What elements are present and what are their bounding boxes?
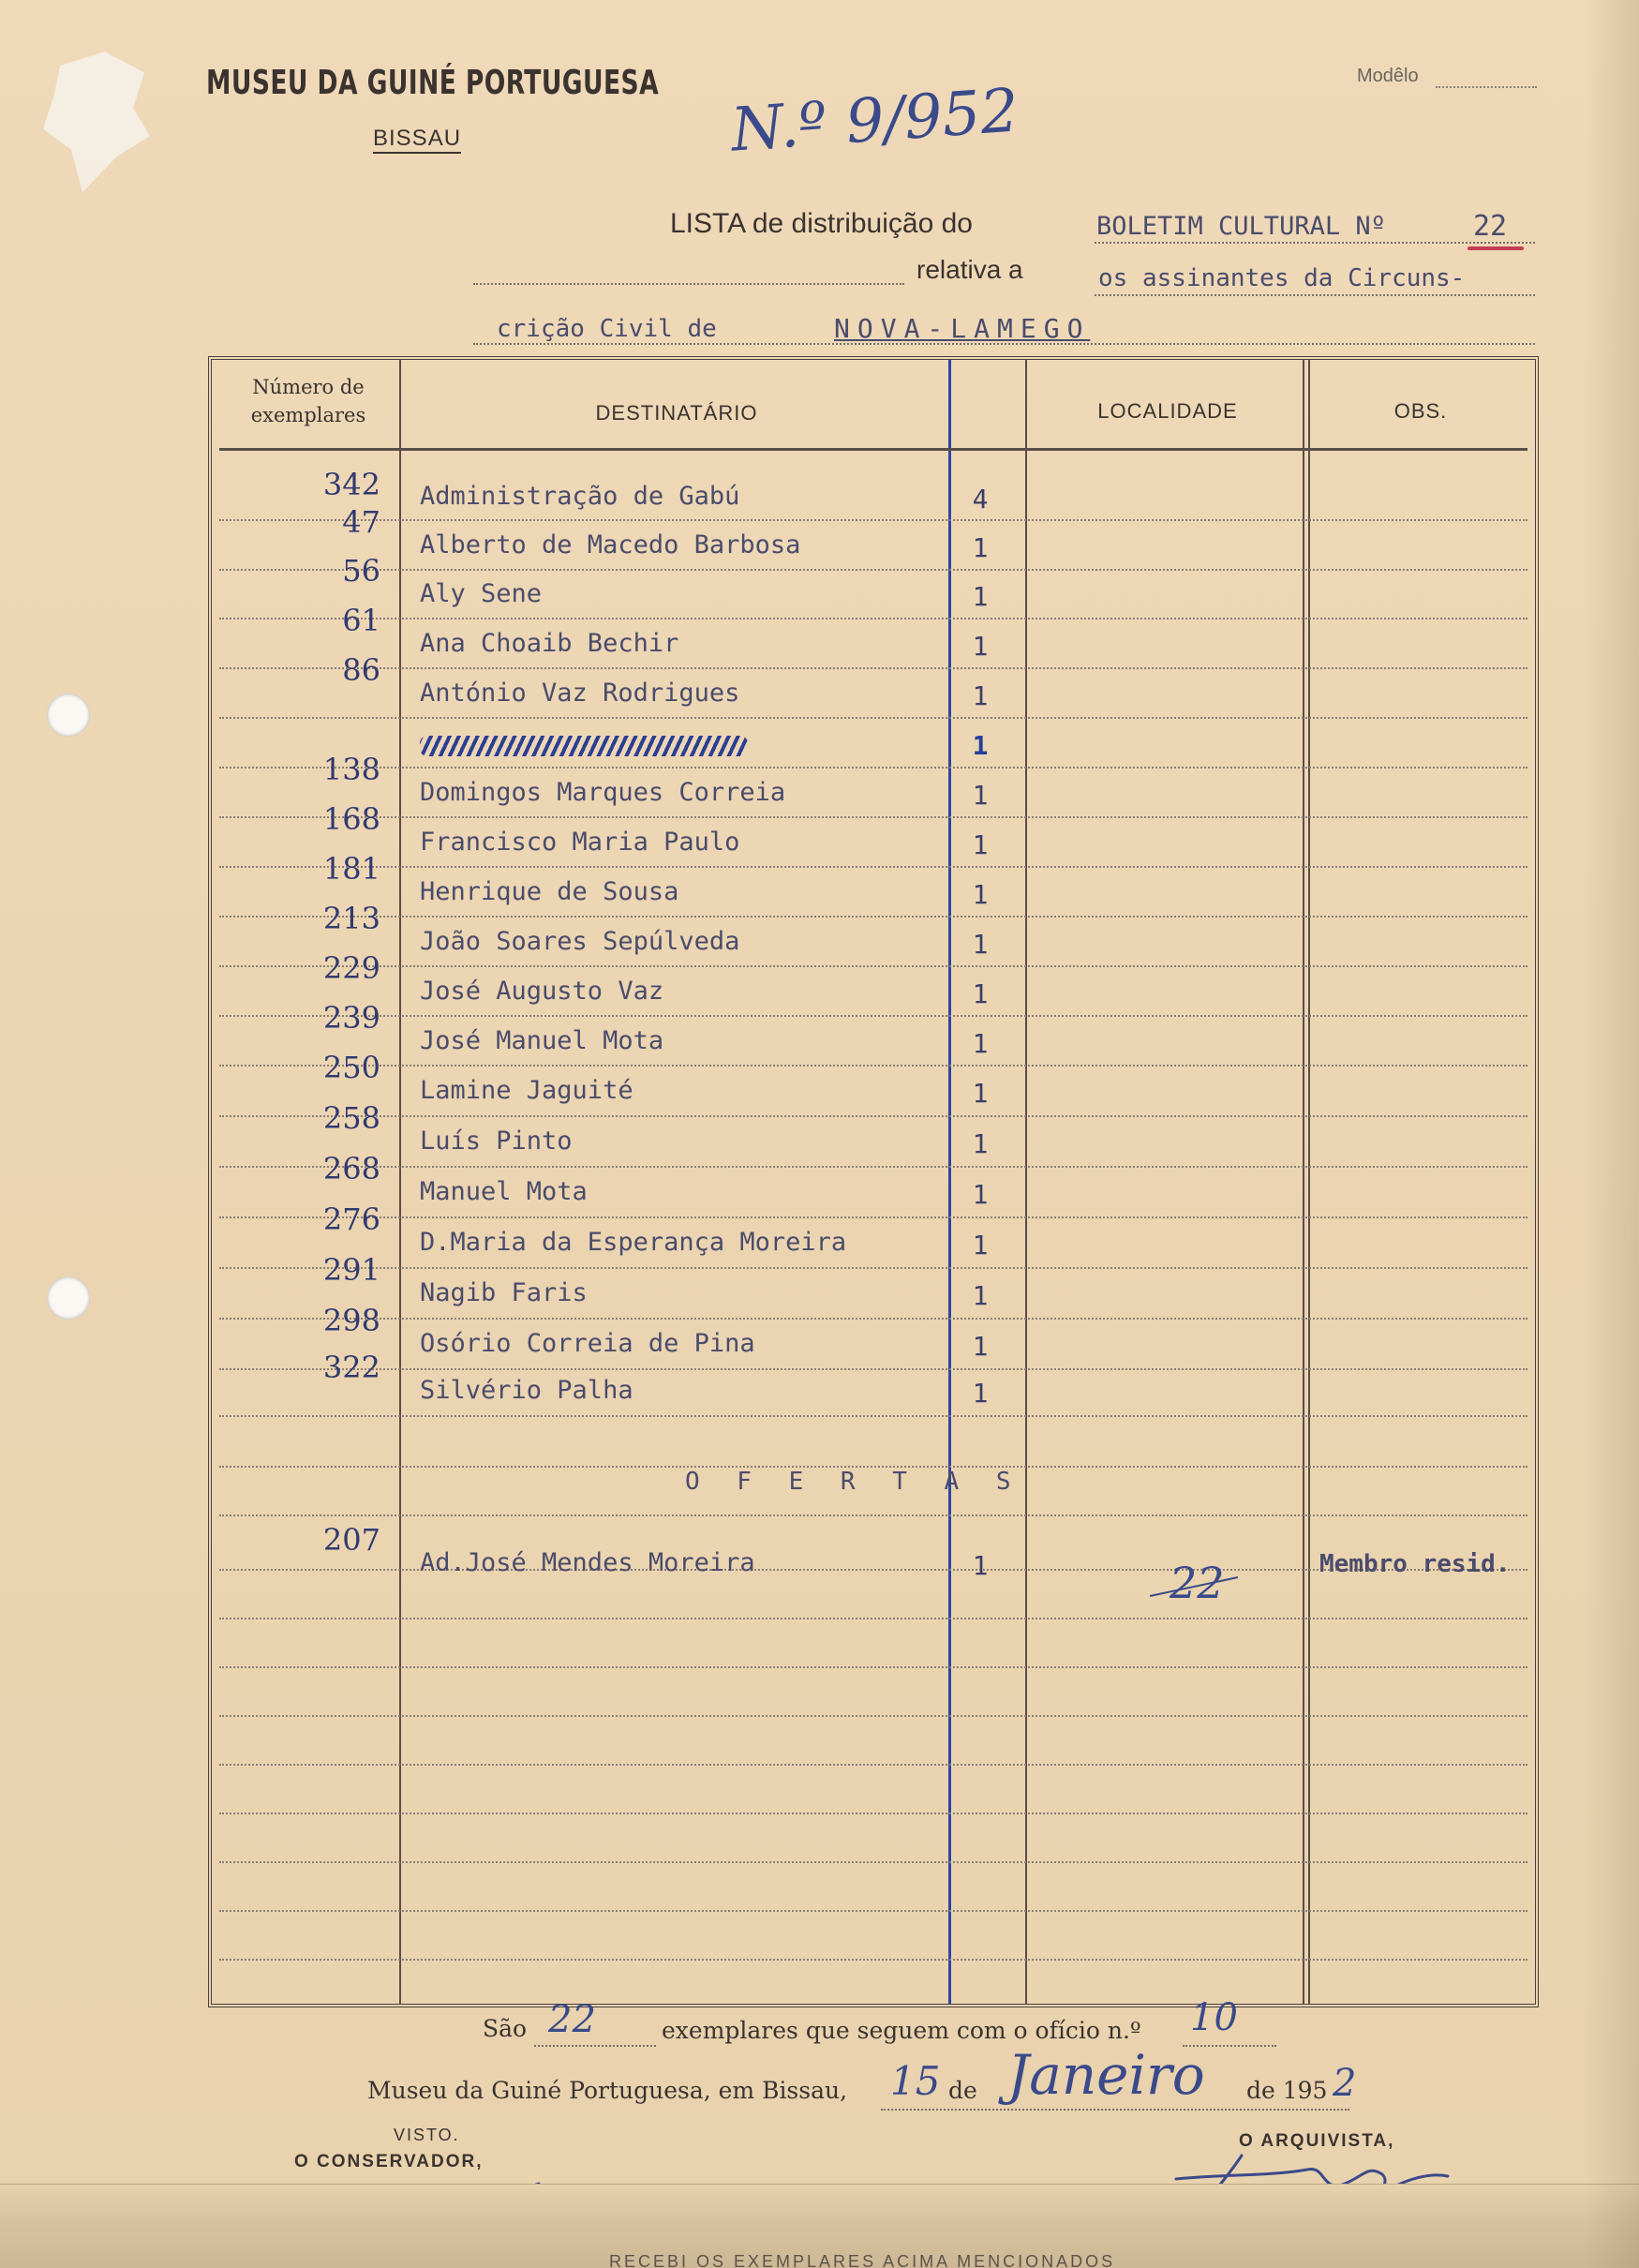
relativa-label: relativa a <box>916 255 1023 284</box>
ruled-line <box>219 1813 1527 1814</box>
row-qty: 1 <box>972 581 989 612</box>
ruled-line <box>219 1618 1527 1619</box>
row-name: Henrique de Sousa <box>420 877 679 906</box>
row-name: Ad.José Mendes Moreira <box>420 1548 755 1577</box>
circunscricao-value: crição Civil de <box>497 315 717 343</box>
torn-corner <box>37 52 150 192</box>
row-qty: 1 <box>972 929 989 960</box>
sao-label: São <box>483 2015 528 2042</box>
page-edge <box>1583 0 1639 2268</box>
table-row <box>212 553 1542 628</box>
conservador-label: O CONSERVADOR, <box>294 2152 484 2171</box>
dotted-line <box>1095 242 1535 244</box>
month-value: Janeiro <box>1007 2043 1205 2107</box>
oficio-value: 10 <box>1190 1996 1238 2039</box>
table-row <box>212 752 1542 827</box>
row-qty: 1 <box>972 1078 989 1109</box>
row-name: João Soares Sepúlveda <box>420 927 740 956</box>
de-label: de <box>948 2077 977 2104</box>
row-obs: Membro resid. <box>1319 1550 1511 1578</box>
exemplares-text: exemplares que seguem com o ofício n.º <box>662 2017 1141 2044</box>
row-name: Ana Choaib Bechir <box>420 629 679 658</box>
row-number: 298 <box>322 1303 380 1338</box>
city-name: BISSAU <box>373 127 461 154</box>
row-name: Manuel Mota <box>420 1177 588 1206</box>
ruled-line <box>219 1861 1527 1863</box>
ruled-line <box>219 1959 1527 1961</box>
dotted-line <box>881 2109 1349 2111</box>
row-number: 258 <box>322 1100 380 1136</box>
modelo-line <box>1436 86 1537 88</box>
table-row <box>212 950 1542 1025</box>
header-numero: Número de exemplares <box>250 376 366 426</box>
row-number: 138 <box>322 752 380 787</box>
row-name: Francisco Maria Paulo <box>420 828 740 857</box>
lista-label: LISTA de distribuição do <box>670 208 973 239</box>
museum-name: MUSEU DA GUINÉ PORTUGUESA <box>206 64 660 102</box>
row-number: 207 <box>322 1522 380 1558</box>
row-qty: 1 <box>972 1128 989 1159</box>
table-row <box>212 1100 1542 1175</box>
arquivista-label: O ARQUIVISTA, <box>1239 2131 1395 2151</box>
table-row <box>212 603 1542 678</box>
total-quantity: 22 <box>1170 1558 1225 1608</box>
red-underline <box>1468 246 1524 250</box>
row-name: Administração de Gabú <box>420 482 740 511</box>
row-qty: 1 <box>972 1028 989 1059</box>
row-name: José Augusto Vaz <box>420 977 664 1006</box>
recebi-text: RECEBI OS EXEMPLARES ACIMA MENCIONADOS <box>609 2252 1116 2268</box>
relativa-value: os assinantes da Circuns- <box>1098 264 1466 292</box>
table-row <box>212 467 1542 530</box>
dotted-line <box>534 2045 656 2047</box>
row-number: 229 <box>322 950 380 986</box>
row-number: 168 <box>322 801 380 837</box>
boletim-number: 22 <box>1473 210 1508 243</box>
row-name: Nagib Faris <box>420 1278 588 1307</box>
row-qty: 1 <box>972 1378 989 1409</box>
header-rule <box>219 448 1527 451</box>
table-row <box>212 1050 1542 1125</box>
ruled-line <box>219 1910 1527 1912</box>
place-text: Museu da Guiné Portuguesa, em Bissau, <box>367 2077 848 2104</box>
table-row <box>212 1000 1542 1075</box>
row-qty: 1 <box>972 879 989 910</box>
row-name: Domingos Marques Correia <box>420 778 786 807</box>
locality-value: NOVA-LAMEGO <box>834 313 1091 344</box>
row-name: D.Maria da Esperança Moreira <box>420 1228 847 1257</box>
row-name: Luís Pinto <box>420 1127 573 1156</box>
row-number: 86 <box>342 652 380 688</box>
row-qty: 1 <box>972 730 989 761</box>
visto-label: VISTO. <box>394 2126 460 2144</box>
row-name: António Vaz Rodrigues <box>420 679 740 708</box>
row-number: 342 <box>322 467 380 502</box>
row-number: 56 <box>342 553 380 589</box>
header-localidade: LOCALIDADE <box>1097 399 1238 423</box>
year-prefix: de 195 <box>1246 2077 1328 2104</box>
ruled-line <box>219 1666 1527 1668</box>
table-row <box>212 1151 1542 1226</box>
distribution-table <box>208 356 1539 2007</box>
sao-value: 22 <box>548 1998 596 2041</box>
header-obs: OBS. <box>1393 399 1448 423</box>
modelo-label: Modêlo <box>1357 66 1419 86</box>
row-qty: 1 <box>972 780 989 811</box>
ruled-line <box>219 1715 1527 1717</box>
doc-number: N.º 9/952 <box>728 76 1021 166</box>
table-row <box>212 652 1542 727</box>
row-number: 181 <box>322 851 380 887</box>
ofertas-label: O F E R T A S <box>685 1468 1022 1496</box>
row-name: Osório Correia de Pina <box>420 1329 755 1358</box>
row-name: José Manuel Mota <box>420 1026 664 1055</box>
row-number: 268 <box>322 1151 380 1186</box>
table-row <box>212 1252 1542 1327</box>
oferta-row <box>212 1522 1542 1597</box>
row-number: 322 <box>322 1350 380 1385</box>
row-qty: 1 <box>972 829 989 860</box>
dotted-line <box>1095 294 1535 296</box>
row-number: 213 <box>322 901 380 936</box>
table-row <box>212 901 1542 976</box>
row-number: 239 <box>322 1000 380 1036</box>
punch-hole <box>47 694 90 737</box>
punch-hole <box>47 1276 90 1320</box>
table-row <box>212 1350 1542 1425</box>
row-number: 250 <box>322 1050 380 1085</box>
ruled-line <box>219 1764 1527 1766</box>
table-row <box>212 504 1542 579</box>
table-row <box>212 801 1542 876</box>
table-row <box>212 1201 1542 1276</box>
row-qty: 1 <box>972 1550 989 1581</box>
row-name: Silvério Palha <box>420 1376 633 1405</box>
row-qty: 1 <box>972 1331 989 1362</box>
row-name: Aly Sene <box>420 579 543 608</box>
row-name: Lamine Jaguité <box>420 1076 633 1105</box>
row-qty: 1 <box>972 1179 989 1210</box>
row-number: 291 <box>322 1252 380 1288</box>
row-qty: 1 <box>972 680 989 711</box>
year-digit: 2 <box>1333 2062 1357 2105</box>
day-value: 15 <box>890 2058 941 2104</box>
row-qty: 1 <box>972 1280 989 1311</box>
row-name: Alberto de Macedo Barbosa <box>420 530 801 560</box>
struck-entry <box>420 736 748 756</box>
table-row <box>212 851 1542 926</box>
table-row <box>212 1303 1542 1378</box>
header-destinatario: DESTINATÁRIO <box>595 401 758 425</box>
row-qty: 1 <box>972 1230 989 1261</box>
table-row-struck <box>212 728 1542 777</box>
dotted-line <box>473 343 1535 345</box>
boletim-name: BOLETIM CULTURAL Nº <box>1096 212 1386 241</box>
row-qty: 1 <box>972 532 989 563</box>
dotted-line <box>473 283 904 285</box>
row-qty: 1 <box>972 631 989 662</box>
row-qty: 4 <box>972 484 989 515</box>
row-number: 47 <box>342 504 380 540</box>
row-number: 276 <box>322 1201 380 1237</box>
row-qty: 1 <box>972 978 989 1009</box>
ruled-line <box>219 1514 1527 1516</box>
row-number: 61 <box>342 603 380 638</box>
